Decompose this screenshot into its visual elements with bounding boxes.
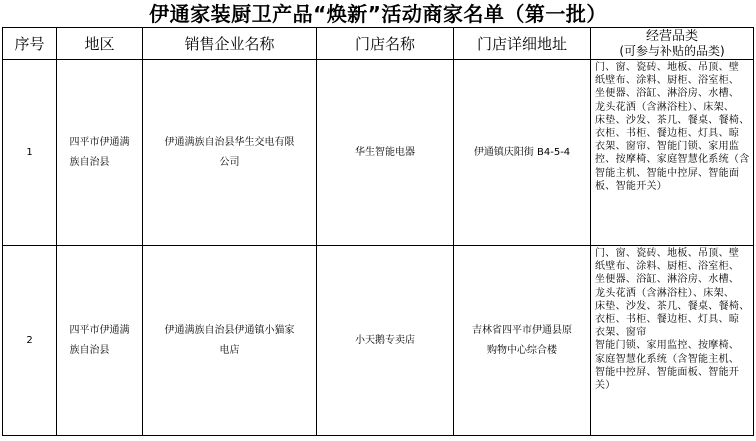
seq-cell: 2 bbox=[3, 246, 57, 436]
header-company: 销售企业名称 bbox=[143, 28, 317, 60]
company-cell bbox=[143, 60, 317, 246]
category-line: 智能门锁、家用监控、按摩椅、 bbox=[595, 340, 740, 352]
header-category-main: 经营品类 bbox=[645, 28, 698, 44]
region-line: 四平市伊通满 bbox=[69, 136, 130, 148]
category-line: 智能主机、智能中控屏、智能面 bbox=[595, 167, 740, 179]
category-line: 衣柜、书柜、餐边柜、灯具、晾 bbox=[595, 128, 740, 140]
store-cell: 小天鹅专卖店 bbox=[317, 246, 454, 436]
address-line: 吉林省四平市伊通县原 bbox=[472, 324, 572, 336]
address-line: 伊通镇庆阳街 B4-5-4 bbox=[473, 146, 571, 158]
header-category-sub: (可参与补贴的品类) bbox=[619, 43, 725, 58]
category-line: 纸壁布、涂料、厨柜、浴室柜、 bbox=[595, 261, 740, 273]
address-cell bbox=[454, 60, 591, 246]
company-line: 伊通满族自治县华生交电有限 bbox=[164, 136, 295, 148]
page-title: 伊通家装厨卫产品“焕新”活动商家名单（第一批） bbox=[149, 2, 607, 26]
seq-cell: 1 bbox=[3, 60, 57, 246]
company-line: 电店 bbox=[219, 344, 240, 356]
category-line: 控、按摩椅、家庭智慧化系统（含 bbox=[595, 154, 750, 166]
category-line: 龙头花洒（含淋浴柱）、床架、 bbox=[595, 287, 735, 299]
table-row bbox=[3, 246, 754, 436]
category-line: 门、窗、瓷砖、地板、吊顶、壁 bbox=[595, 248, 740, 259]
category-line: 衣架、窗帘 bbox=[595, 327, 647, 339]
category-line: 衣架、窗帘、智能门锁、家用监 bbox=[595, 141, 740, 153]
company-cell bbox=[143, 246, 317, 436]
company-line: 公司 bbox=[219, 156, 240, 168]
category-line: 坐便器、浴缸、淋浴房、水槽、 bbox=[595, 88, 740, 100]
store-cell: 华生智能电器 bbox=[317, 60, 454, 246]
address-line: 购物中心综合楼 bbox=[487, 344, 557, 356]
header-address: 门店详细地址 bbox=[454, 28, 591, 60]
merchant-table bbox=[2, 27, 754, 436]
header-seq: 序号 bbox=[3, 28, 57, 60]
header-category bbox=[591, 28, 754, 60]
region-cell bbox=[57, 246, 143, 436]
category-line: 智能中控屏、智能面板、智能开 bbox=[595, 366, 740, 378]
table-header-row bbox=[3, 28, 754, 60]
category-line: 衣柜、书柜、餐边柜、灯具、晾 bbox=[595, 314, 740, 326]
category-line: 板、智能开关） bbox=[595, 180, 668, 192]
region-line: 族自治县 bbox=[69, 344, 110, 356]
company-line: 伊通满族自治县伊通镇小猫家 bbox=[164, 324, 295, 336]
category-line: 家庭智慧化系统（含智能主机、 bbox=[595, 353, 740, 365]
category-cell bbox=[591, 60, 754, 246]
header-store: 门店名称 bbox=[317, 28, 454, 60]
category-line: 坐便器、浴缸、淋浴房、水槽、 bbox=[595, 274, 740, 286]
category-line: 床垫、沙发、茶几、餐桌、餐椅、 bbox=[595, 114, 750, 126]
category-line: 纸壁布、涂料、厨柜、浴室柜、 bbox=[595, 75, 740, 87]
header-region: 地区 bbox=[57, 28, 143, 60]
address-cell bbox=[454, 246, 591, 436]
region-line: 族自治县 bbox=[69, 156, 110, 168]
region-line: 四平市伊通满 bbox=[69, 324, 130, 336]
region-cell bbox=[57, 60, 143, 246]
category-line: 床垫、沙发、茶几、餐桌、餐椅、 bbox=[595, 300, 750, 312]
table-row bbox=[3, 60, 754, 246]
category-line: 龙头花洒（含淋浴柱）、床架、 bbox=[595, 101, 735, 113]
category-line: 关） bbox=[595, 380, 616, 392]
category-cell bbox=[591, 246, 754, 436]
category-line: 门、窗、瓷砖、地板、吊顶、壁 bbox=[595, 62, 740, 73]
